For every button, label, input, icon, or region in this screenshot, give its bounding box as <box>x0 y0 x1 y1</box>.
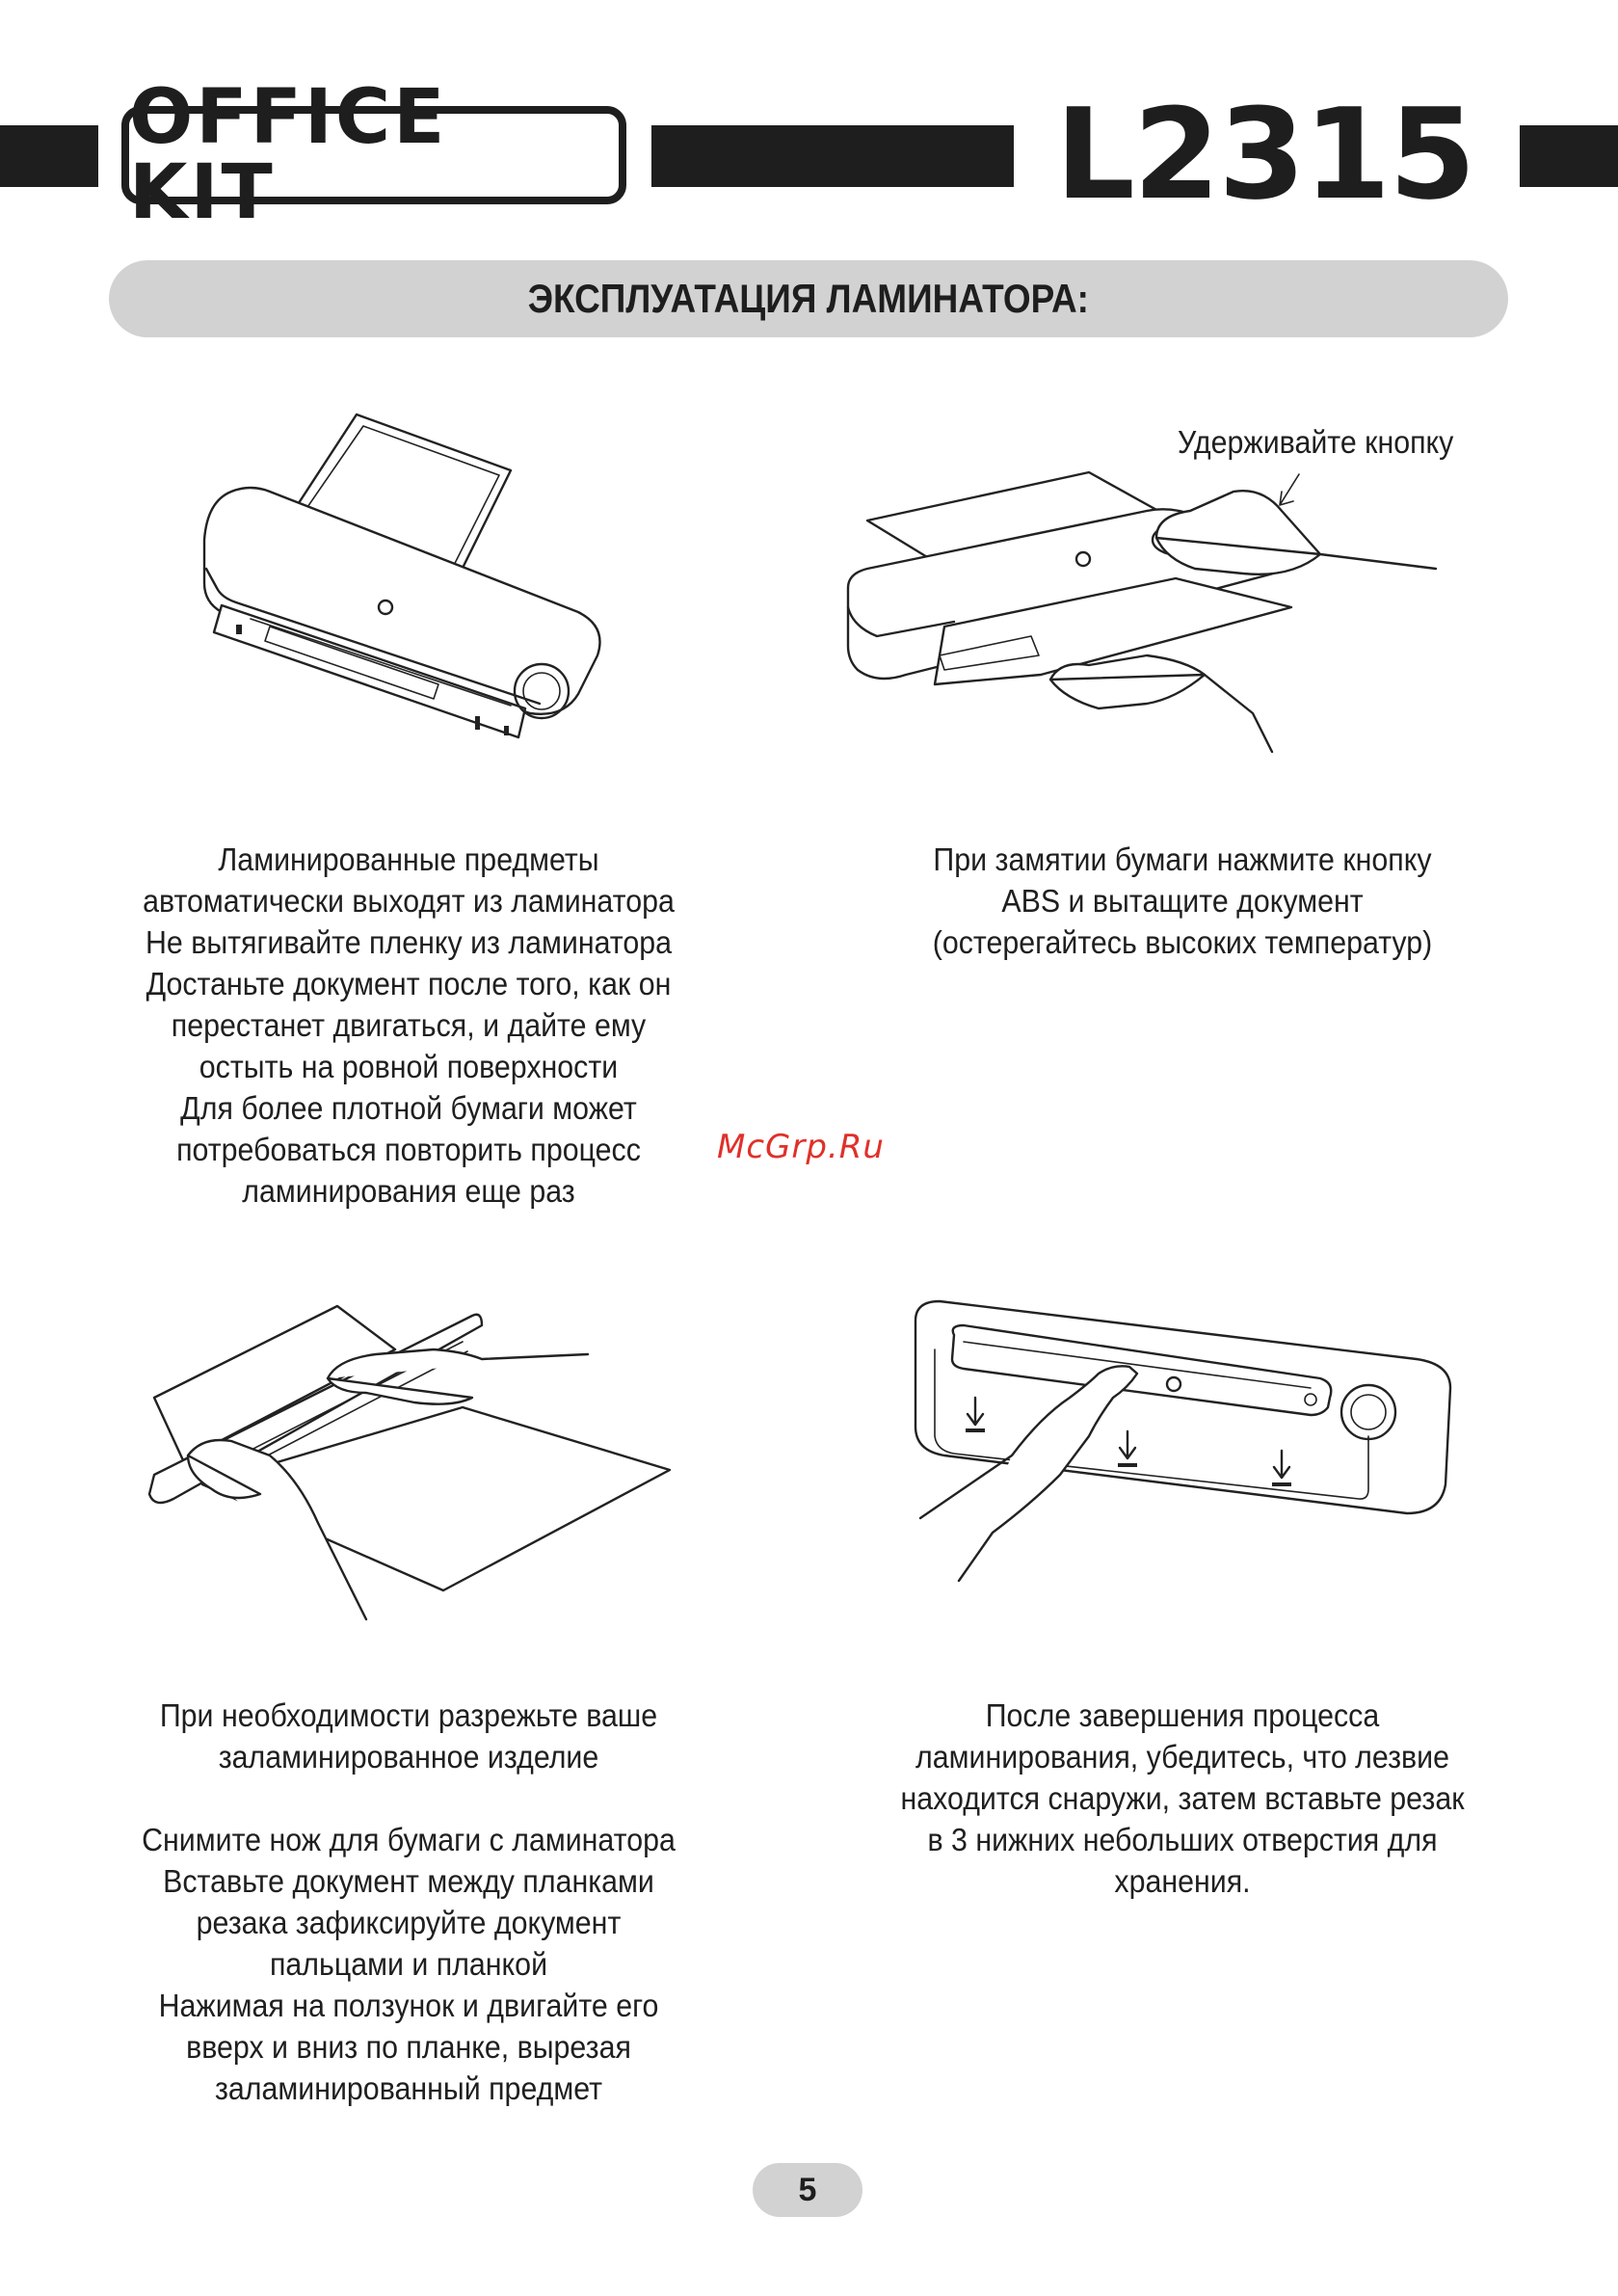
step1-line: Достаньте документ после того, как он <box>146 966 672 1001</box>
step3-line: заламинированное изделие <box>218 1739 599 1775</box>
step3-line: заламинированный предмет <box>214 2070 603 2106</box>
laminator-output-illustration <box>193 405 617 800</box>
hold-button-callout: Удерживайте кнопку <box>1178 424 1454 460</box>
step3-line: При необходимости разрежьте ваше <box>159 1697 658 1733</box>
step1-line: Ламинированные предметы <box>218 841 599 877</box>
step4-line: После завершения процесса <box>985 1697 1380 1733</box>
step1-line: перестанет двигаться, и дайте ему <box>171 1007 647 1043</box>
step1-line: автоматически выходят из ламинатора <box>143 883 675 919</box>
header-bar-right <box>1520 125 1618 187</box>
step3-line: резака зафиксируйте документ <box>196 1905 622 1940</box>
step1-line: остыть на ровной поверхности <box>199 1049 619 1084</box>
step1-caption <box>71 839 746 1212</box>
abs-release-illustration <box>838 463 1455 800</box>
step1-line: Не вытягивайте пленку из ламинатора <box>145 924 673 960</box>
page-number: 5 <box>753 2163 862 2217</box>
step2-line: При замятии бумаги нажмите кнопку <box>933 841 1432 877</box>
step4-line: ламинирования, убедитесь, что лезвие <box>915 1739 1449 1775</box>
step4-line: находится снаружи, затем вставьте резак <box>900 1780 1465 1816</box>
trimmer-storage-illustration <box>906 1292 1465 1590</box>
header-bar-middle <box>651 125 1014 187</box>
step3-caption <box>71 1695 746 2109</box>
step2-line: (остерегайтесь высоких температур) <box>932 924 1433 960</box>
step1-line: Для более плотной бумаги может <box>180 1090 637 1126</box>
step4-line: хранения. <box>1114 1863 1251 1899</box>
watermark: McGrp.Ru <box>717 1128 885 1166</box>
step4-line: в 3 нижних небольших отверстия для <box>927 1822 1438 1857</box>
step3-line: Вставьте документ между планками <box>163 1863 654 1899</box>
step2-caption <box>845 839 1520 963</box>
section-title: ЭКСПЛУАТАЦИЯ ЛАМИНАТОРА: <box>527 276 1090 321</box>
trimmer-cutting-illustration <box>145 1292 684 1668</box>
step3-line: вверх и вниз по планке, вырезая <box>186 2029 631 2065</box>
step3-line: Нажимая на ползунок и двигайте его <box>158 1988 659 2023</box>
step3-line: Снимите нож для бумаги с ламинатора <box>142 1822 676 1857</box>
step3-line <box>98 1777 719 1819</box>
step2-line: ABS и вытащите документ <box>1001 883 1364 919</box>
step1-line: ламинирования еще раз <box>242 1173 575 1209</box>
step4-caption <box>845 1695 1520 1902</box>
model-number: L2315 <box>1055 81 1474 227</box>
section-header <box>109 260 1508 337</box>
step1-line: потребоваться повторить процесс <box>176 1132 641 1167</box>
brand-logo <box>121 74 626 236</box>
header-bar-left <box>0 125 98 187</box>
step3-line: пальцами и планкой <box>269 1946 548 1982</box>
brand-logo-text: OFFICE KIT <box>129 74 448 236</box>
